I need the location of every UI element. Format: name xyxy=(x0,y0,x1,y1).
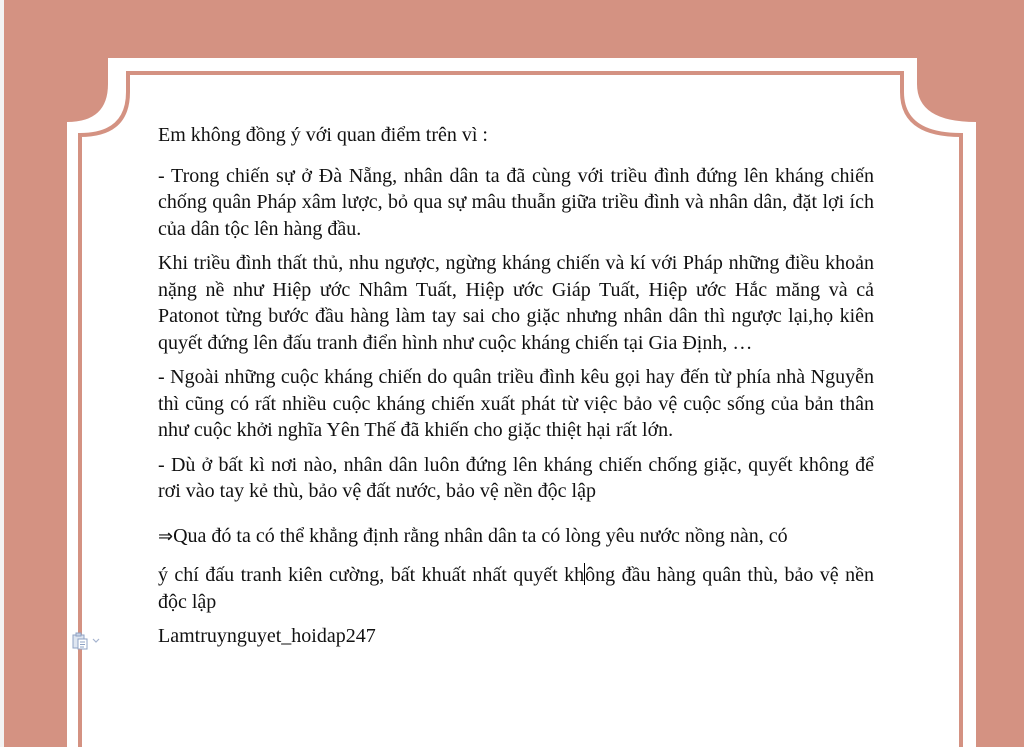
signature: Lamtruynguyet_hoidap247 xyxy=(158,625,376,647)
implies-arrow: ⇒ xyxy=(158,525,174,547)
conclusion-paragraph-line1 xyxy=(158,523,874,551)
chevron-down-icon xyxy=(92,638,100,644)
paste-options-icon xyxy=(72,632,88,650)
conclusion-text-2b: ông đầu hàng quân thù, bảo vệ nền độc lập xyxy=(158,564,874,613)
paragraph-trieu-dinh: Khi triều đình thất thủ, nhu ngược, ngừng kháng chiến và kí với Pháp những điều khoản nặng nề như Hiệp ước Nhâm Tuất, Hiệp ước Giáp Tuất, Hiệp ước Hắc măng và cả Patonot từng bước đầu hàng làm tay sai cho giặc nhưng nhân dân thì ngược lại,họ kiên quyết đứng lên đấu tranh điển hình như cuộc kháng chiến tại Gia Định, … xyxy=(158,252,874,354)
paste-options-button[interactable] xyxy=(72,631,106,651)
paragraph-da-nang: - Trong chiến sự ở Đà Nẵng, nhân dân ta đã cùng với triều đình đứng lên kháng chiến chống quân Pháp xâm lược, bỏ qua sự mâu thuẫn giữa triều đình và nhân dân, đặt lợi ích của dân tộc lên hàng đầu. xyxy=(158,164,874,240)
paragraph-bao-ve: - Dù ở bất kì nơi nào, nhân dân luôn đứng lên kháng chiến chống giặc, quyết không để rơi vào tay kẻ thù, bảo vệ đất nước, bảo vệ nền độc lập xyxy=(158,453,874,502)
conclusion-text-1: Qua đó ta có thể khẳng định rằng nhân dân ta có lòng yêu nước nồng nàn, có xyxy=(173,524,788,547)
document-body[interactable] xyxy=(158,122,874,650)
conclusion-text-2a: ý chí đấu tranh kiên cường, bất khuất nhất quyết kh xyxy=(158,564,585,586)
conclusion-paragraph-rest xyxy=(158,562,874,615)
paragraph-yen-the: - Ngoài những cuộc kháng chiến do quân triều đình kêu gọi hay đến từ phía nhà Nguyễn thì cũng có rất nhiều cuộc kháng chiến xuất phát từ việc bảo vệ cuộc sống của bản thân như cuộc khởi nghĩa Yên Thế đã khiến cho giặc thiệt hại rất lớn. xyxy=(158,366,874,441)
intro-paragraph: Em không đồng ý với quan điểm trên vì : xyxy=(158,124,488,146)
